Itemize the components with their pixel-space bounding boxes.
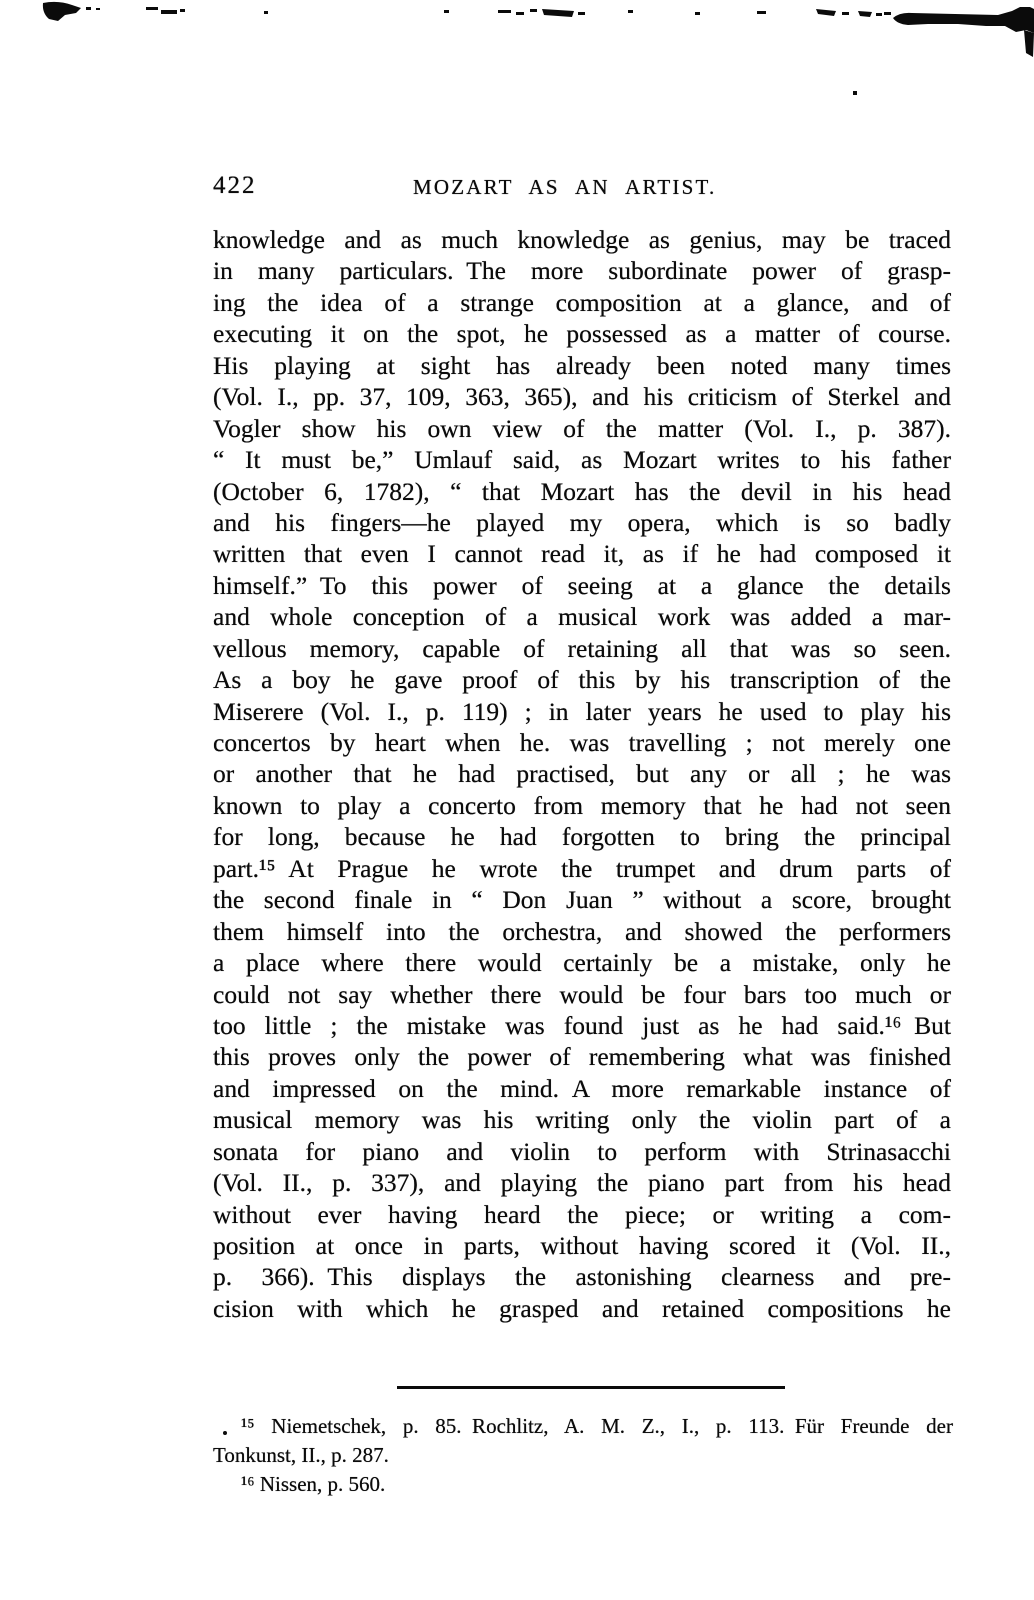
text-line: (Vol. I., pp. 37, 109, 363, 365), and his criticism of Sterkel and bbox=[213, 382, 951, 412]
body-text bbox=[213, 224, 951, 1324]
footnote-15-continuation: Tonkunst, II., p. 287. bbox=[213, 1443, 389, 1467]
text-line: position at once in parts, without having scored it (Vol. II., bbox=[213, 1231, 951, 1260]
page-number: 422 bbox=[213, 172, 257, 199]
text-line: (Vol. II., p. 337), and playing the piano part from his head bbox=[213, 1168, 951, 1198]
text-line: a place where there would certainly be a mistake, only he bbox=[213, 948, 951, 978]
text-line: himself.” To this power of seeing at a glance the details bbox=[213, 570, 951, 600]
text-line: known to play a concerto from memory that he had not seen bbox=[213, 790, 951, 820]
text-line: sonata for piano and violin to perform with Strinasacchi bbox=[213, 1136, 951, 1166]
text-line: p. 366). This displays the astonishing clearness and pre- bbox=[213, 1262, 951, 1292]
footnote-rule bbox=[397, 1386, 785, 1389]
text-line: part.¹⁵ At Prague he wrote the trumpet and drum parts of bbox=[213, 853, 951, 883]
text-line: and impressed on the mind. A more remarkable instance of bbox=[213, 1073, 951, 1103]
text-line: and his fingers—he played my opera, which is so badly bbox=[213, 507, 951, 537]
text-line: too little ; the mistake was found just as he had said.¹⁶ But bbox=[213, 1010, 951, 1040]
text-line: As a boy he gave proof of this by his transcription of the bbox=[213, 665, 951, 695]
text-line: musical memory was his writing only the violin part of a bbox=[213, 1105, 951, 1135]
text-line: without ever having heard the piece; or writing a com- bbox=[213, 1199, 951, 1229]
text-line: concertos by heart when he. was travelling ; not merely one bbox=[213, 728, 951, 757]
running-title: MOZART AS AN ARTIST. bbox=[413, 175, 717, 199]
text-line: knowledge and as much knowledge as genius, may be traced bbox=[213, 225, 951, 254]
page-header bbox=[213, 172, 951, 202]
text-line: cision with which he grasped and retained compositions he bbox=[213, 1293, 951, 1323]
text-line: (October 6, 1782), “ that Mozart has the devil in his head bbox=[213, 476, 951, 506]
text-line: Vogler show his own view of the matter (Vol. I., p. 387). bbox=[213, 413, 951, 443]
text-line: written that even I cannot read it, as if he had composed it bbox=[213, 539, 951, 569]
text-line: or another that he had practised, but any or all ; he was bbox=[213, 759, 951, 789]
footnote-16: ¹⁶ Nissen, p. 560. bbox=[241, 1472, 386, 1496]
scan-artifact-marks bbox=[0, 0, 1034, 110]
text-line: could not say whether there would be four bars too much or bbox=[213, 979, 951, 1009]
text-line: His playing at sight has already been noted many times bbox=[213, 350, 951, 380]
text-line: for long, because he had forgotten to bring the principal bbox=[213, 822, 951, 852]
text-line: in many particulars. The more subordinate power of grasp- bbox=[213, 256, 951, 286]
text-line: them himself into the orchestra, and showed the performers bbox=[213, 916, 951, 946]
text-line: “ It must be,” Umlauf said, as Mozart writes to his father bbox=[213, 445, 951, 475]
text-line: Miserere (Vol. I., p. 119) ; in later years he used to play his bbox=[213, 696, 951, 726]
text-line: the second finale in “ Don Juan ” without a score, brought bbox=[213, 885, 951, 915]
text-line: vellous memory, capable of retaining all that was so seen. bbox=[213, 633, 951, 663]
footnotes bbox=[213, 1412, 953, 1499]
text-line: ing the idea of a strange composition at a glance, and of bbox=[213, 287, 951, 317]
text-line: executing it on the spot, he possessed as a matter of course. bbox=[213, 319, 951, 349]
text-line: this proves only the power of remembering what was finished bbox=[213, 1042, 951, 1072]
text-line: and whole conception of a musical work was added a mar- bbox=[213, 602, 951, 632]
footnote-15: ¹⁵ Niemetschek, p. 85. Rochlitz, A. M. Z., I., p. 113. Für Freunde der bbox=[241, 1414, 953, 1438]
